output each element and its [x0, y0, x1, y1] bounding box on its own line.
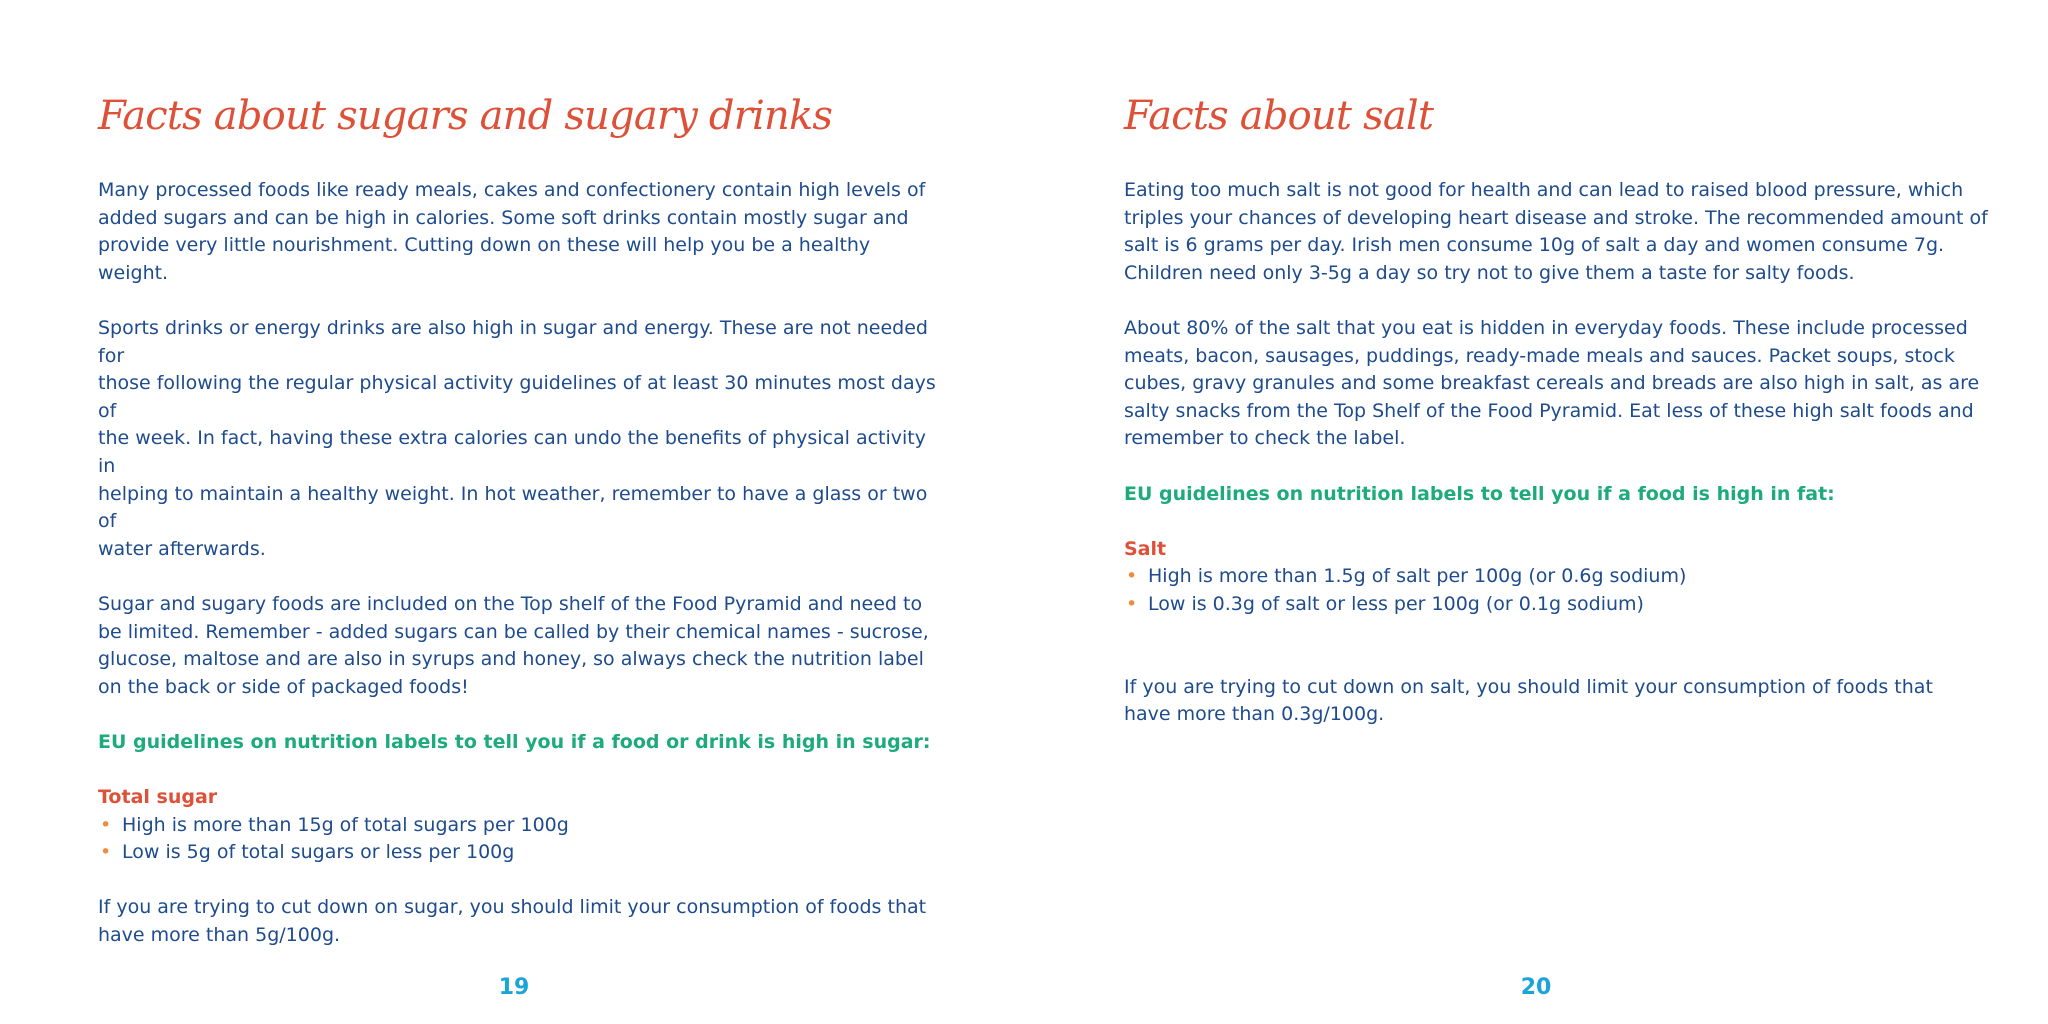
bullet-dot-icon: •: [1126, 592, 1138, 615]
guideline-heading: EU guidelines on nutrition labels to tell you if a food is high in fat:: [1124, 482, 1835, 505]
paragraph-hidden-salt: About 80% of the salt that you eat is hidden in everyday foods. These include processed meats, bacon, sausages, puddings, ready-made meals and sauces. Packet soups, stock cubes, gravy granules and some breakfast cereals and breads are also high in salt, as are salty snacks from the Top Shelf of the Food Pyramid. Eat less of these high salt foods and remember to check the label.: [1124, 316, 1980, 450]
spacer: [1124, 646, 2004, 674]
paragraph-closing: If you are trying to cut down on salt, you should limit your consumption of foods that have more than 0.3g/100g.: [1124, 675, 1933, 726]
page-number: 20: [1520, 975, 1552, 1000]
subheading-total-sugar: Total sugar: [98, 786, 218, 809]
bullet-list: [98, 812, 938, 867]
list-item: [98, 839, 938, 867]
page-title: Facts about sugars and sugary drinks: [98, 93, 833, 139]
paragraph-food-pyramid: Sugar and sugary foods are included on the Top shelf of the Food Pyramid and need to be limited. Remember - added sugars can be called by their chemical names - sucrose, glucose, maltose and are also in syrups and honey, so always check the nutrition label on the back or side of packaged foods!: [98, 592, 929, 698]
paragraph-processed-foods: Many processed foods like ready meals, cakes and confectionery contain high levels of added sugars and can be high in calories. Some soft drinks contain mostly sugar and provide very little nourishment. Cutting down on these will help you be a healthy weight.: [98, 179, 926, 284]
page-number: 19: [498, 975, 530, 1000]
list-item: [1124, 563, 2004, 591]
paragraph-sports-drinks: Sports drinks or energy drinks are also high in sugar and energy. These are not needed for those following the regular physical activity guidelines of at least 30 minutes most days of the week. In fact, having these extra calories can undo the benefits of physical activity in helping to maintain a healthy weight. In hot weather, remember to have a glass or two of water afterwards.: [98, 316, 936, 560]
list-item-text: High is more than 15g of total sugars per 100g: [122, 813, 569, 836]
bullet-dot-icon: •: [1126, 565, 1138, 588]
page-body: [98, 177, 938, 977]
bullet-dot-icon: •: [100, 813, 112, 836]
subheading-salt: Salt: [1124, 537, 1167, 560]
list-item-text: Low is 5g of total sugars or less per 100g: [122, 841, 515, 864]
bullet-list: [1124, 563, 2004, 618]
paragraph-salt-health: Eating too much salt is not good for health and can lead to raised blood pressure, which triples your chances of developing heart disease and stroke. The recommended amount of salt is 6 grams per day. Irish men consume 10g of salt a day and women consume 7g. Children need only 3-5g a day so try not to give them a taste for salty foods.: [1124, 179, 1988, 284]
page-body: [1124, 177, 2004, 756]
list-item-text: High is more than 1.5g of salt per 100g (or 0.6g sodium): [1148, 565, 1687, 588]
paragraph-closing: If you are trying to cut down on sugar, you should limit your consumption of foods that have more than 5g/100g.: [98, 896, 927, 947]
list-item: [98, 812, 938, 840]
list-item-text: Low is 0.3g of salt or less per 100g (or 0.1g sodium): [1148, 592, 1644, 615]
page-20: [1024, 0, 2048, 1024]
page-title: Facts about salt: [1124, 93, 1434, 139]
list-item: [1124, 591, 2004, 619]
bullet-dot-icon: •: [100, 841, 112, 864]
guideline-heading: EU guidelines on nutrition labels to tell you if a food or drink is high in sugar:: [98, 730, 931, 753]
